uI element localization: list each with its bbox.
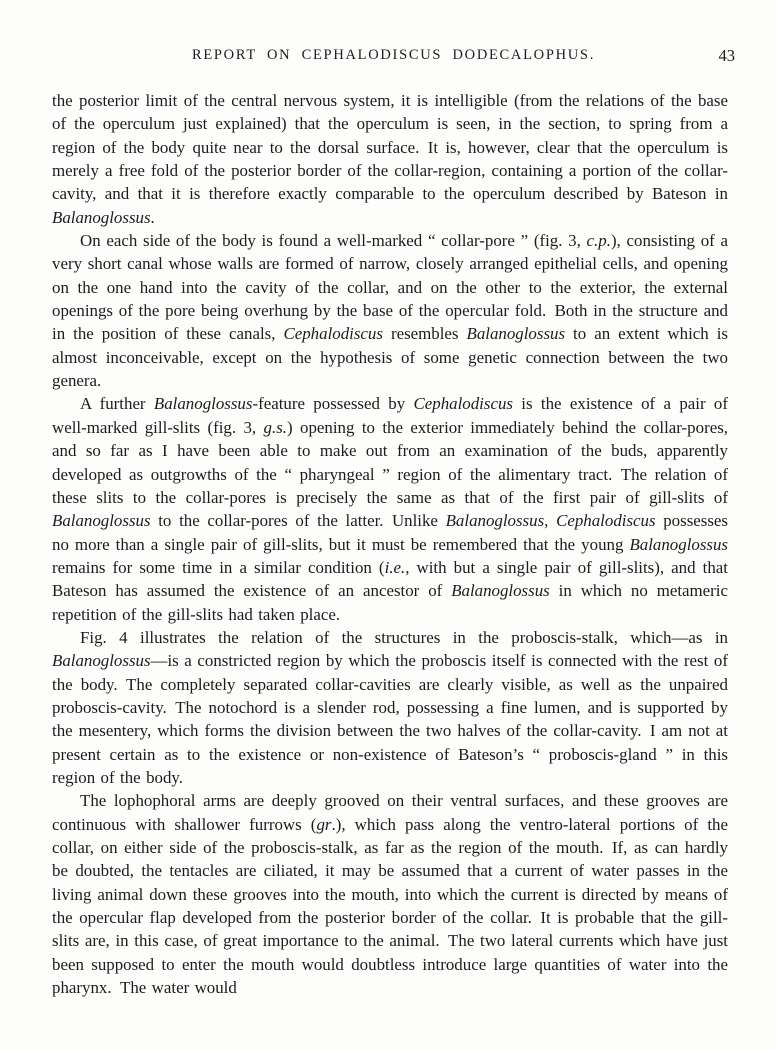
- paragraph: Fig. 4 illustrates the relation of the structures in the proboscis-stalk, which—as in Balanoglossus—is a constricted region by which the proboscis itself is connected with the rest of the body. The completely separated collar-cavities are clearly visible, as well as the unpaired proboscis-cavity. The notochord is a slender rod, possessing a fine lumen, and is supported by the mesentery, which forms the division between the two halves of the collar-cavity. I am not at present certain as to the existence or non-existence of Bateson’s “ proboscis-gland ” in this region of the body.: [52, 627, 728, 787]
- body-text: [52, 89, 728, 999]
- running-header: [52, 47, 735, 67]
- page-title: REPORT ON CEPHALODISCUS DODECALOPHUS.: [191, 47, 596, 63]
- paragraph: On each side of the body is found a well-marked “ collar-pore ” (fig. 3, c.p.), consisting of a very short canal whose walls are formed of narrow, closely arranged epithelial cells, and opening on the one hand into the cavity of the collar, and on the other to the exterior, the external openings of the pore being overhung by the base of the opercular fold. Both in the structure and in the position of these canals, Cephalodiscus resembles Balanoglossus to an extent which is almost inconceivable, except on the hypothesis of some genetic connection between the two genera.: [52, 231, 728, 391]
- paragraph: The lophophoral arms are deeply grooved on their ventral surfaces, and these grooves are continuous with shallower furrows (gr.), which pass along the ventro-lateral portions of the collar, on either side of the proboscis-stalk, as far as the region of the mouth. If, as can hardly be doubted, the tentacles are ciliated, it may be assumed that a current of water passes in the living animal down these grooves into the mouth, into which the current is directed by means of the opercular flap developed from the posterior border of the collar. It is probable that the gill-slits are, in this case, of great importance to the animal. The two lateral currents which have just been supposed to enter the mouth would doubtless introduce large quantities of water into the pharynx. The water would: [52, 791, 728, 998]
- paragraph: A further Balanoglossus-feature possessed by Cephalodiscus is the existence of a pair of well-marked gill-slits (fig. 3, g.s.) opening to the exterior immediately behind the collar-pores, and so far as I have been able to make out from an examination of the buds, apparently developed as outgrowths of the “ pharyngeal ” region of the alimentary tract. The relation of these slits to the collar-pores is precisely the same as that of the first pair of gill-slits of Balanoglossus to the collar-pores of the latter. Unlike Balanoglossus, Cephalodiscus possesses no more than a single pair of gill-slits, but it must be remembered that the young Balanoglossus remains for some time in a similar condition (i.e., with but a single pair of gill-slits), and that Bateson has assumed the existence of an ancestor of Balanoglossus in which no metameric repetition of the gill-slits had taken place.: [52, 394, 728, 624]
- paragraph: the posterior limit of the central nervous system, it is intelligible (from the relations of the base of the operculum just explained) that the operculum is seen, in the section, to spring from a region of the body quite near to the dorsal surface. It is, however, clear that the operculum is merely a free fold of the posterior border of the collar-region, containing a portion of the collar-cavity, and that it is therefore exactly comparable to the operculum described by Bateson in Balanoglossus.: [52, 91, 728, 227]
- page-number: 43: [718, 46, 735, 65]
